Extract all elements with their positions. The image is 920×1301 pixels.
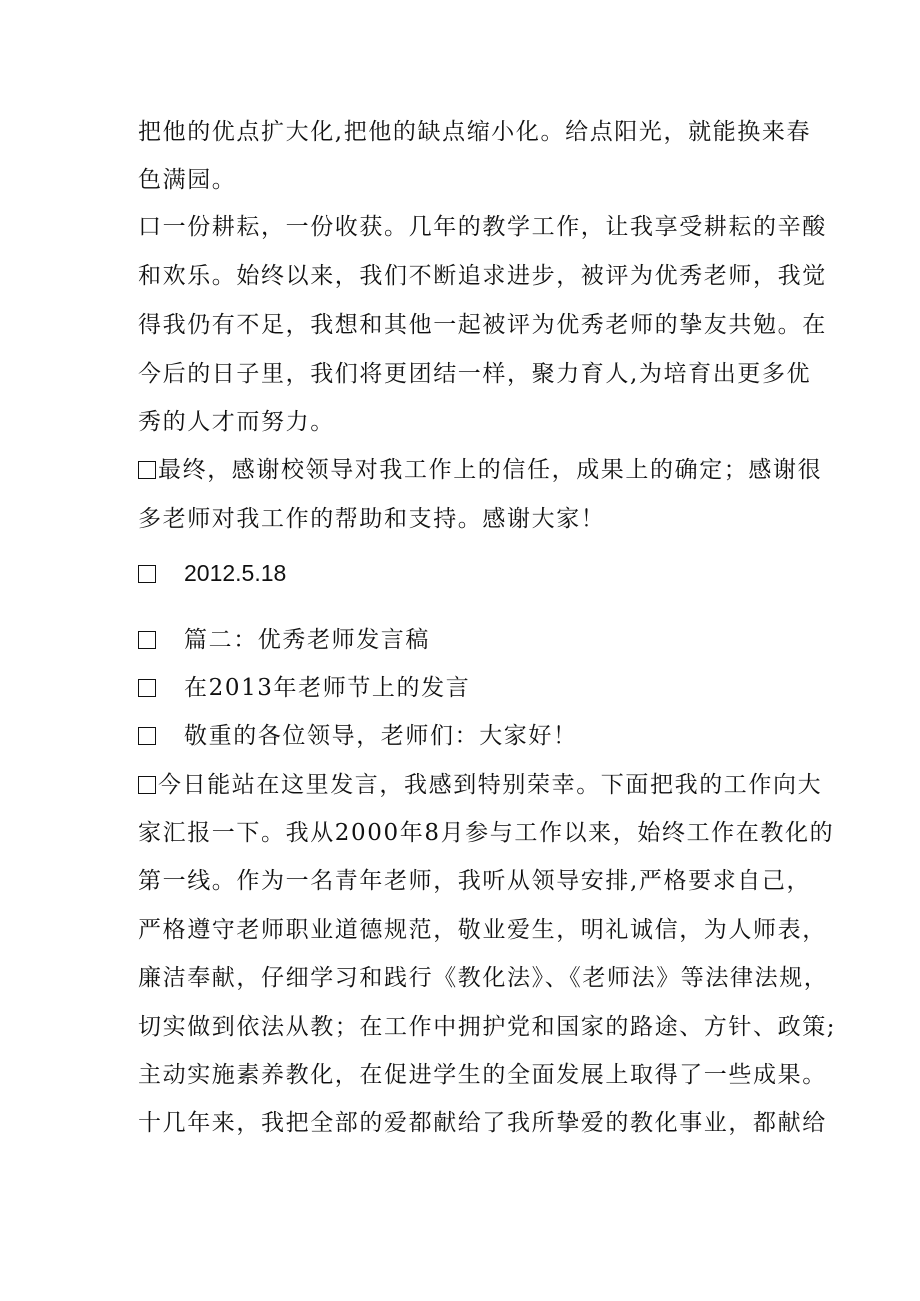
placeholder-box-icon: [138, 565, 156, 583]
greeting-line: [138, 721, 788, 751]
placeholder-box-icon: [138, 461, 156, 479]
paragraph-line: 第一线。作为一名青年老师，我听从领导安排,严格要求自己，: [138, 868, 812, 894]
paragraph-line: 秀的人才而努力。: [138, 409, 335, 435]
placeholder-box-icon: [138, 727, 156, 745]
paragraph-line: 把他的优点扩大化,把他的缺点缩小化。给点阳光，就能换来春: [138, 119, 812, 145]
paragraph-line: 今后的日子里，我们将更团结一样，聚力育人,为培育出更多优: [138, 361, 812, 387]
placeholder-box-icon: [138, 679, 156, 697]
paragraph-line: [138, 770, 823, 800]
paragraph-line: [138, 455, 823, 485]
placeholder-box-icon: [138, 631, 156, 649]
heading-line: [138, 625, 788, 655]
date-text: 2012.5.18: [184, 560, 287, 586]
date-line: [138, 558, 788, 589]
paragraph-line: 得我仍有不足，我想和其他一起被评为优秀老师的挚友共勉。在: [138, 312, 827, 338]
greeting-text: 敬重的各位领导，老师们：大家好！: [184, 723, 578, 749]
paragraph-line: 廉洁奉献，仔细学习和践行《教化法》、《老师法》等法律法规，: [138, 965, 829, 991]
paragraph-line: 口一份耕耘，一份收获。几年的教学工作，让我享受耕耘的辛酸: [138, 214, 827, 240]
paragraph-line: 主动实施素养教化，在促进学生的全面发展上取得了一些成果。: [138, 1062, 827, 1088]
paragraph-line: 切实做到依法从教；在工作中拥护党和国家的路途、方针、政策;: [138, 1014, 837, 1040]
subheading-line: [138, 673, 788, 703]
paragraph-line: 家汇报一下。我从2000年8月参与工作以来，始终工作在教化的: [138, 820, 835, 846]
placeholder-box-icon: [138, 776, 156, 794]
section-heading: 篇二：优秀老师发言稿: [184, 627, 430, 653]
line-text: 最终，感谢校领导对我工作上的信任，成果上的确定；感谢很: [158, 457, 823, 483]
speech-title: 在2013年老师节上的发言: [184, 675, 471, 701]
paragraph-line: 十几年来，我把全部的爱都献给了我所挚爱的教化事业，都献给: [138, 1110, 827, 1136]
paragraph-line: 严格遵守老师职业道德规范，敬业爱生，明礼诚信，为人师表，: [138, 917, 827, 943]
paragraph-line: 多老师对我工作的帮助和支持。感谢大家！: [138, 506, 606, 532]
paragraph-line: 色满园。: [138, 167, 237, 193]
line-text: 今日能站在这里发言，我感到特别荣幸。下面把我的工作向大: [158, 772, 823, 798]
paragraph-line: 和欢乐。始终以来，我们不断追求进步，被评为优秀老师，我觉: [138, 263, 827, 289]
